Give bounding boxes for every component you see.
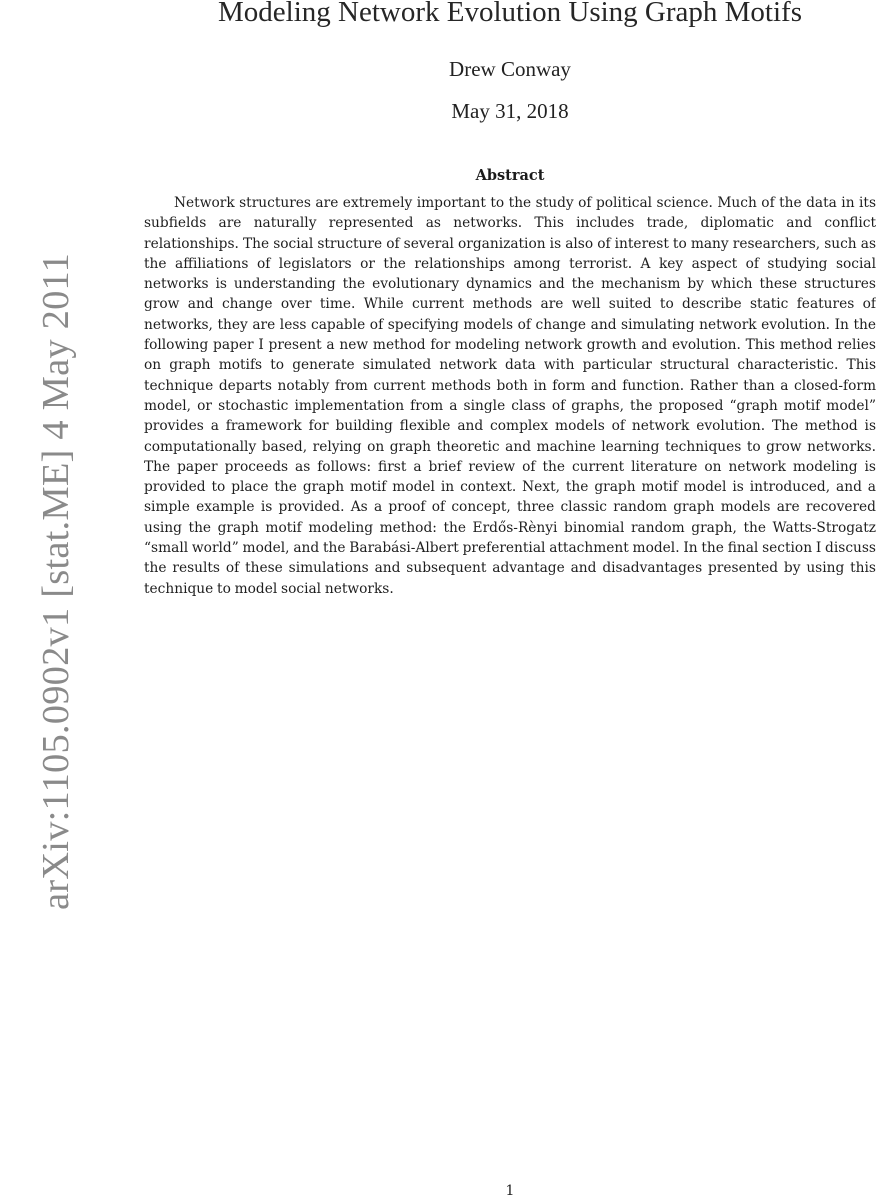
page-number: 1 xyxy=(505,1183,515,1199)
arxiv-identifier: arXiv:1105.0902v1 [stat.ME] 4 May 2011 xyxy=(35,252,77,910)
arxiv-stamp xyxy=(0,252,77,910)
author-name: Drew Conway xyxy=(449,57,571,81)
publication-date: May 31, 2018 xyxy=(451,99,569,123)
abstract-heading: Abstract xyxy=(475,167,545,184)
abstract-text: Network structures are extremely important to the study of political science. Much of the data in its subfields are naturally represented as networks. This includes trade, diplomatic and conflict relationships. The social structure of several organization is also of interest to many researchers, such as the affiliations of legislators or the relationships among terrorist. A key aspect of studying social networks is understanding the evolutionary dynamics and the mechanism by which these structures grow and change over time. While current methods are well suited to describe static features of networks, they are less capable of specifying models of change and simulating network evolution. In the following paper I present a new method for modeling network growth and evolution. This method relies on graph motifs to generate simulated network data with particular structural characteristic. This technique departs notably from current methods both in form and function. Rather than a closed-form model, or stochastic implementation from a single class of graphs, the proposed “graph motif model” provides a framework for building flexible and complex models of network evolution. The method is computationally based, relying on graph theoretic and machine learning techniques to grow networks. The paper proceeds as follows: first a brief review of the current literature on network modeling is provided to place the graph motif model in context. Next, the graph motif model is introduced, and a simple example is provided. As a proof of concept, three classic random graph models are recovered using the graph motif modeling method: the Erdős-Rènyi binomial random graph, the Watts-Strogatz “small world” model, and the Barabási-Albert preferential attachment model. In the final section I discuss the results of these simulations and subsequent advantage and disadvantages presented by using this technique to model social networks. xyxy=(144,195,876,597)
paper-title: Modeling Network Evolution Using Graph Motifs xyxy=(218,0,802,28)
